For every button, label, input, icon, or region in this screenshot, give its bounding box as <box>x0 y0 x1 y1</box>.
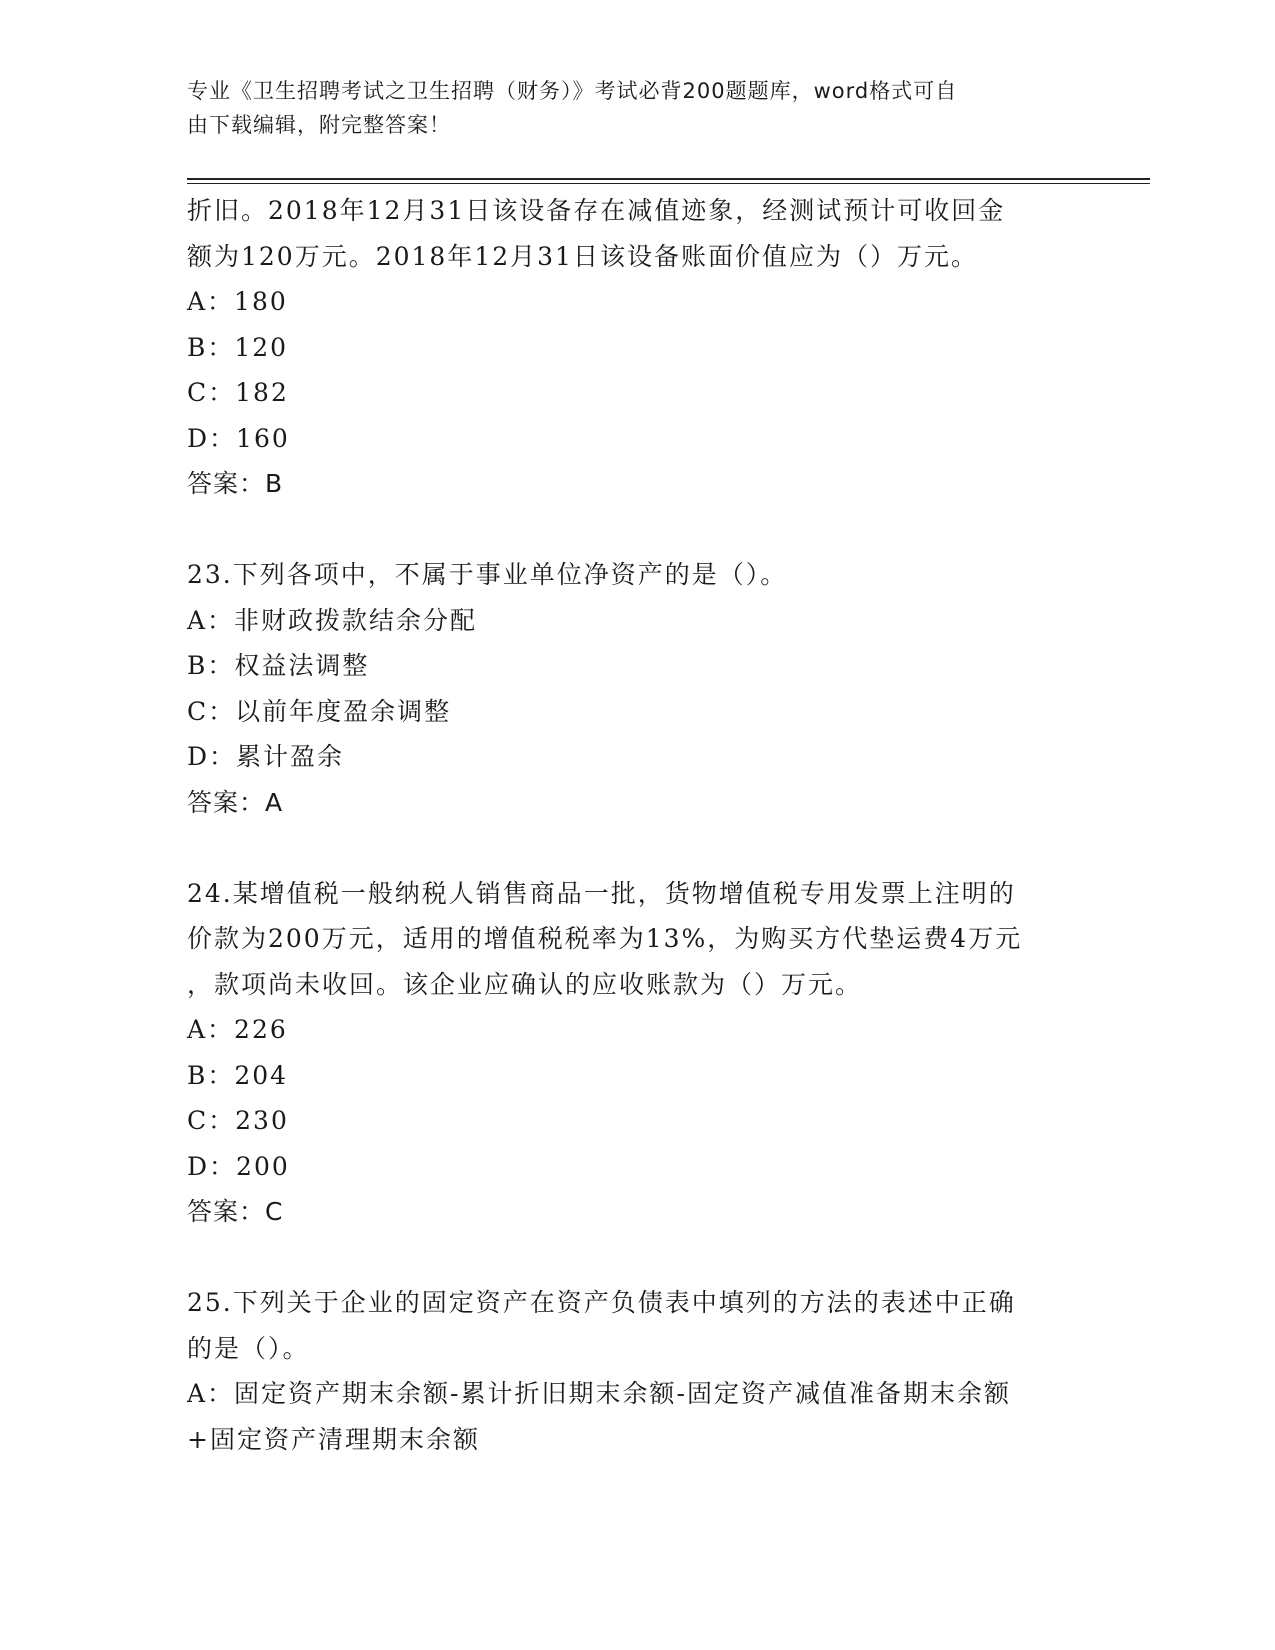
header-line-1: 专业《卫生招聘考试之卫生招聘（财务）》考试必背200题题库，word格式可自 <box>187 79 958 103</box>
question-24-answer: 答案：C <box>187 1197 284 1226</box>
question-23-answer: 答案：A <box>187 787 284 817</box>
question-22-stem-line-2: 额为120万元。2018年12月31日该设备账面价值应为（）万元。 <box>187 241 978 271</box>
question-23-block <box>187 552 1107 825</box>
question-23-stem-line-1: 23.下列各项中，不属于事业单位净资产的是（）。 <box>187 560 788 589</box>
header-rule-thin <box>187 183 1150 184</box>
question-25-option-a-line-2: +固定资产清理期末余额 <box>187 1424 480 1454</box>
question-24-option-c: C：230 <box>187 1106 289 1135</box>
question-24-stem-line-2: 价款为200万元，适用的增值税税率为13%，为购买方代垫运费4万元 <box>187 924 1023 953</box>
question-22-option-d: D：160 <box>187 423 290 453</box>
question-25-stem-line-1: 25.下列关于企业的固定资产在资产负债表中填列的方法的表述中正确 <box>187 1288 1016 1317</box>
question-25-stem-line-2: 的是（）。 <box>187 1333 310 1363</box>
question-spacer <box>187 507 1107 553</box>
question-content <box>187 188 1107 1462</box>
header-line-2: 由下载编辑，附完整答案！ <box>187 113 451 137</box>
question-23-option-b: B：权益法调整 <box>187 651 370 680</box>
question-22-block <box>187 188 1107 507</box>
question-spacer <box>187 1235 1107 1281</box>
question-24-stem-line-1: 24.某增值税一般纳税人销售商品一批，货物增值税专用发票上注明的 <box>187 878 1016 908</box>
question-23-option-a: A：非财政拨款结余分配 <box>187 605 478 635</box>
question-24-option-a: A：226 <box>187 1015 288 1044</box>
question-22-option-a: A：180 <box>187 287 288 316</box>
question-24-option-b: B：204 <box>187 1060 289 1090</box>
question-25-block <box>187 1280 1107 1462</box>
document-header <box>187 74 1067 142</box>
header-rule-thick <box>187 178 1150 180</box>
question-22-option-b: B：120 <box>187 332 289 362</box>
question-24-block <box>187 871 1107 1235</box>
question-25-option-a-line-1: A：固定资产期末余额-累计折旧期末余额-固定资产减值准备期末余额 <box>187 1379 1011 1408</box>
question-24-stem-line-3: ，款项尚未收回。该企业应确认的应收账款为（）万元。 <box>187 969 863 999</box>
question-22-answer: 答案：B <box>187 469 284 498</box>
question-24-option-d: D：200 <box>187 1151 290 1181</box>
question-spacer <box>187 825 1107 871</box>
question-23-option-c: C：以前年度盈余调整 <box>187 696 452 726</box>
question-22-stem-line-1: 折旧。2018年12月31日该设备存在减值迹象，经测试预计可收回金 <box>187 196 1006 225</box>
question-23-option-d: D：累计盈余 <box>187 742 345 771</box>
question-22-option-c: C：182 <box>187 378 289 407</box>
